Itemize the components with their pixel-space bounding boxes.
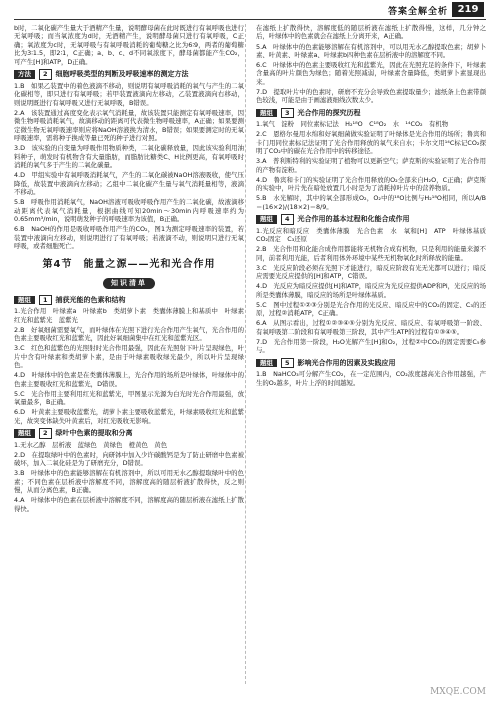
text-paragraph: 3.A 普利斯特利的实验证明了植物可以更新空气；萨克斯的实验证明了光合作用的产物有淀粉。	[256, 157, 486, 174]
header-rule	[14, 19, 486, 20]
topic-tag: 题组	[14, 296, 35, 305]
column-divider	[245, 24, 246, 684]
text-paragraph: 6.A 从图示看出，过程①②③④⑤分别为光反应、暗反应、有氧呼吸第一阶段、有氧呼吸第二阶段和有氧呼吸第三阶段，其中产生ATP的过程有①③④⑤。	[256, 319, 486, 336]
knowledge-badge	[14, 278, 244, 289]
topic-tag: 题组	[256, 359, 277, 368]
topic-number: 3	[281, 108, 294, 119]
page-header	[0, 0, 500, 20]
topic-title: 绿叶中色素的提取和分离	[55, 428, 133, 437]
watermark: MXQE.COM	[430, 687, 486, 697]
topic-tag: 题组	[256, 109, 277, 118]
text-paragraph: 1.B NaHCO₃可分解产生CO₂，在一定范围内，CO₂浓度越高光合作用越强，产生的O₂越多，叶片上浮的时间越短。	[256, 370, 486, 387]
text-paragraph: 3.D 该实验的自变量为呼吸作用物质种类，二氧化碳释放量，因此该实验利用油料种子，萌发时有机物含有大量脂肪，而脂肪比糖类C、H比例更高，有氧呼吸时消耗的氧气多于产生的二氧化碳量。	[14, 144, 244, 170]
text-paragraph: 1.B 如果乙装置中的着色液滴不移动，则说明有氧呼吸消耗的氧气与产生的二氧化碳相等，即只进行有氧呼吸；若甲装置液滴向左移动，乙装置液滴向右移动，则说明既进行有氧呼吸又进行无氧呼吸，B错误。	[14, 81, 244, 107]
text-paragraph: 2.D 在提取绿叶中的色素时，向研钵中加入少许碳酸钙是为了防止研磨中色素被破坏，加入二氧化硅是为了研磨充分，D错误。	[14, 450, 244, 468]
text-paragraph: 2.B 好氧细菌需要氧气，而叶绿体在光照下进行光合作用产生氧气，光合作用的色素主要吸收红光和蓝紫光，因此好氧细菌集中在红光和蓝紫光区。	[14, 325, 244, 343]
knowledge-label: 知识清单	[103, 278, 155, 289]
text-paragraph: 4.D 甲组实验中有氧呼吸消耗氧气，产生的二氧化碳被NaOH溶液吸收，使气压降低，故装置中液滴向左移动；乙组中二氧化碳产生量与氧气消耗量相等，液滴不移动。	[14, 171, 244, 197]
topic-tag: 题组	[14, 429, 35, 438]
topic-heading	[256, 214, 486, 225]
text-paragraph: 5.B 呼吸作用消耗氧气，NaOH溶液可吸收呼吸作用产生的二氧化碳，故液滴移动距离代表氧气消耗量，根据曲线可知20min～30min内呼吸速率约为0.65mm³/min，说明萌发种子的呼吸速率为该值，B正确。	[14, 198, 244, 224]
text-paragraph: 1.光合作用 叶绿素a 叶绿素b 类胡萝卜素 类囊体薄膜上和基质中 叶绿素 红光和蓝紫光 蓝紫光	[14, 307, 251, 324]
text-paragraph: 4.D 光反应为暗反应提供[H]和ATP，暗反应为光反应提供ADP和Pi，光反应的场所是类囊体薄膜，暗反应的场所是叶绿体基质。	[256, 282, 487, 299]
topic-title: 光合作用的探究历程	[297, 108, 361, 117]
text-paragraph: 6.B NaOH的作用是吸收呼吸作用产生的CO₂，图1为测定呼吸速率的装置，若装置中液滴向左移动，则说明进行了有氧呼吸；若液滴不动，则说明只进行无氧呼吸，或者细胞死亡。	[14, 225, 244, 250]
text-paragraph: 2.A 该装置通过高度变化表示氧气消耗量，故该装置只能测定有氧呼吸速率，因微生物呼吸消耗氧气，故滴移动的距离可代表微生物呼吸速率，A正确；如果要测定微生物无氧呼吸速率则应将NaOH溶液换为清水，B错误；如果要测定时的无氧呼吸速率，需将种子换成等量已死的种子进行对照。	[14, 108, 244, 143]
text-paragraph: 1.无水乙醇 层析液 蓝绿色 黄绿色 橙黄色 黄色	[14, 440, 168, 449]
text-paragraph: 5.B 水光解时，其中的氧全部形成O₂，O₂中的¹⁸O比例与H₂¹⁸O相同，所以A/B＝(16×2)/(18×2)＝8/9。	[256, 194, 486, 211]
text-paragraph: b时，二氧化碳产生量大于酒精产生量，说明酵母菌在此时既进行有氧呼吸也进行无氧呼吸；而当氧浓度为d时，无酒精产生，说明酵母菌只进行有氧呼吸，C正确；氧浓度为c时，无氧呼吸与有氧呼吸消耗的葡萄糖之比为6∶9，两者的葡萄糖比为3∶1.5，即2∶1，C正确；a、b、c、d不同氧浓度下，酵母菌都能产生CO₂，可产生[H]和ATP，D正确。	[14, 24, 244, 66]
header-title: 答案全解全析	[387, 7, 448, 17]
topic-title: 光合作用的基本过程和化能合成作用	[297, 215, 410, 224]
topic-heading	[14, 295, 244, 306]
text-paragraph: 5.A 叶绿体中的色素能够溶解在有机溶剂中，可以用无水乙醇提取色素；胡萝卜素、叶黄素、叶绿素a、叶绿素b四种色素在层析液中的溶解度不同。	[256, 42, 486, 59]
topic-title: 捕获光能的色素和结构	[55, 295, 126, 304]
topic-number: 5	[281, 358, 294, 369]
topic-number: 4	[281, 214, 294, 225]
text-paragraph: 1.氧气 淀粉 同位素标记法 H₂¹⁸O C¹⁸O₂ 水 ¹⁴CO₂ 有机物	[256, 120, 449, 129]
text-paragraph: 5.C 图中过程①②③分别是光合作用的光反应、暗反应中的CO₂的固定、C₃的还原，过程②消耗ATP，C正确。	[256, 300, 486, 318]
text-paragraph: 3.B 叶绿体中的色素能够溶解在有机溶剂中，所以可用无水乙醇提取绿叶中的色素；不同色素在层析液中溶解度不同，溶解度高的随层析液扩散得快，反之则慢，从而分离色素，B正确。	[14, 469, 244, 495]
method-tag: 方法	[14, 70, 35, 79]
method-number: 2	[39, 69, 52, 80]
topic-title: 影响光合作用的因素及实践应用	[297, 358, 396, 367]
text-paragraph: 5.C 光合作用主要利用红光和蓝紫光，甲图显示光源为白光时光合作用最强，放氧量最多，B正确。	[14, 389, 244, 407]
text-paragraph: 4.D 鲁宾和卡门的实验证明了光合作用释放的O₂全部来自H₂O，C正确；萨克斯的实验中，叶片先在暗处放置几小时是为了消耗掉叶片中的营养物质。	[256, 175, 486, 193]
topic-heading	[256, 108, 486, 119]
text-paragraph: 7.D 提取叶片中的色素时，研磨不充分会导致色素提取量少；滤纸条上色素带颜色较浅，可能是由于画滤液细线次数太少。	[256, 87, 486, 105]
topic-number: 2	[39, 428, 52, 439]
text-paragraph: 3.C 红色和蓝紫色的光照射时光合作用最强，因此在光照射下叶片呈现绿色，叶片中含有叶绿素和类胡萝卜素，是由于叶绿素吸收绿光最少，所以叶片呈现绿色。	[14, 344, 244, 370]
right-column	[256, 24, 493, 389]
method-heading	[14, 69, 244, 80]
text-paragraph: 在滤纸上扩散得快，溶解度低的随层析液在滤纸上扩散得慢，这样，几分钟之后，叶绿体中的色素就会在滤纸上分离开来，A正确。	[256, 24, 486, 41]
left-column	[14, 24, 251, 515]
topic-heading	[256, 358, 486, 369]
text-paragraph: 6.D 叶黄素主要吸收蓝紫光，胡萝卜素主要吸收蓝紫光，叶绿素吸收红光和蓝紫光，故突变体缺失叶黄素后，对红光吸收无影响。	[14, 408, 244, 425]
topic-number: 1	[39, 295, 52, 306]
text-paragraph: 2.B 光合作用和化能合成作用都能将无机物合成有机物，只是利用的能量来源不同，前者利用光能，后者利用体外环境中某些无机物氧化时所释放的能量。	[256, 245, 486, 262]
text-paragraph: 7.D 光合作用第一阶段，H₂O光解产生[H]和O₂，过程②中CO₂的固定需要C₅参与。	[256, 337, 486, 355]
text-paragraph: 4.A 叶绿体中的色素在层析液中溶解度不同，溶解度高的随层析液在滤纸上扩散得快。	[14, 496, 244, 513]
page-number: 219	[452, 2, 484, 17]
text-paragraph: 2.C 恩格尔曼用水绵和好氧细菌做实验证明了叶绿体是光合作用的场所；鲁宾和卡门用同位素标记法证明了光合作用释放的氧气来自水；卡尔文用¹⁴C标记CO₂探明了CO₂中的碳在光合作用中的转移途径。	[256, 130, 486, 156]
text-paragraph: 1.光反应和暗反应 类囊体薄膜 光合色素 水 氧和[H] ATP 叶绿体基质 CO₂固定 C₃还原	[256, 226, 493, 244]
topic-heading	[14, 428, 244, 439]
section-title: 第4节 能量之源——光和光合作用	[42, 259, 216, 271]
text-paragraph: 4.D 叶绿体中的色素是在类囊体薄膜上，光合作用的场所是叶绿体，叶绿体中的色素主要吸收红光和蓝紫光，D错误。	[14, 371, 244, 388]
topic-tag: 题组	[256, 215, 277, 224]
method-title: 细胞呼吸类型的判断及呼吸速率的测定方法	[55, 69, 189, 78]
text-paragraph: 6.C 叶绿体中的色素主要吸收红光和蓝紫光，因此在光照充足的条件下，叶绿素含量高的叶片颜色为绿色；随着光照减弱，叶绿素含量降低，类胡萝卜素显现出来。	[256, 61, 486, 86]
text-paragraph: 3.C 光反应阶段必须在光照下才能进行，暗反应阶段有光无光都可以进行；暗反应需要光反应提供的[H]和ATP，C错误。	[256, 263, 486, 281]
